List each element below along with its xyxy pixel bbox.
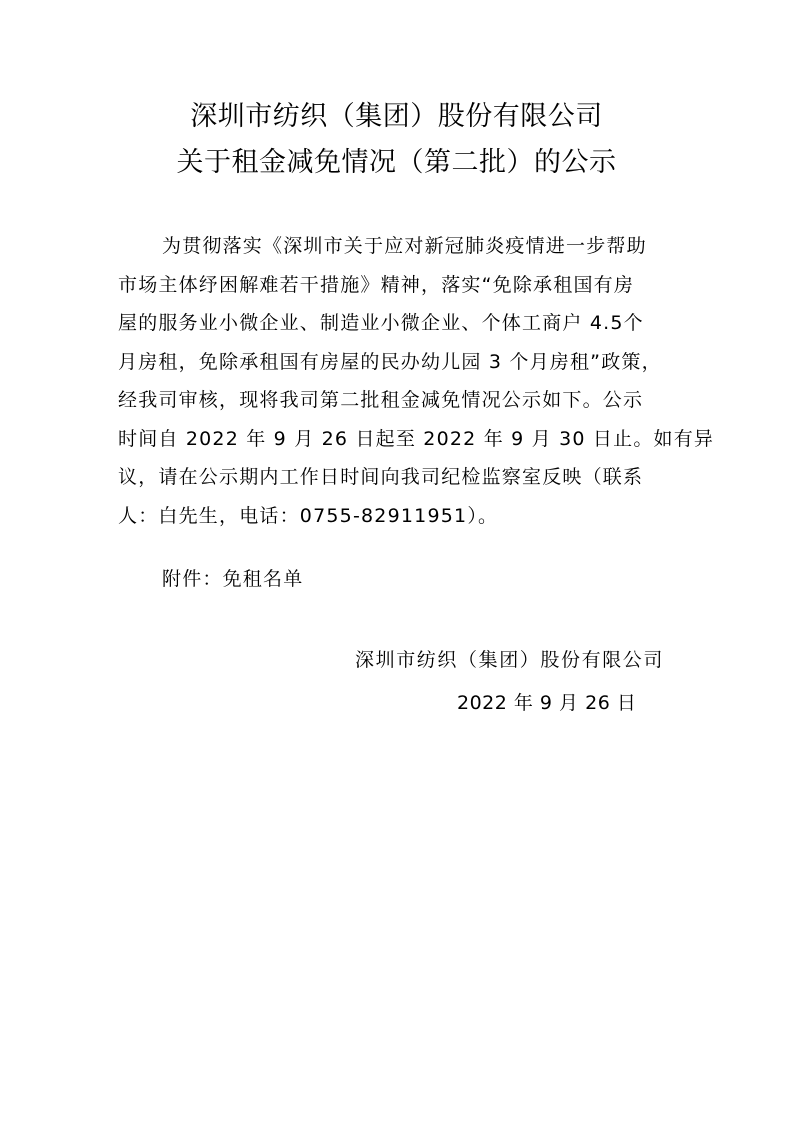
signature-organization: 深圳市纺织（集团）股份有限公司 bbox=[355, 649, 665, 671]
body-line: 屋的服务业小微企业、制造业小微企业、个体工商户 4.5个 bbox=[118, 312, 644, 334]
body-line: 时间自 2022 年 9 月 26 日起至 2022 年 9 月 30 日止。如有异 bbox=[118, 427, 715, 450]
title-line-1: 深圳市纺织（集团）股份有限公司 bbox=[190, 101, 603, 132]
body-line: 议，请在公示期内工作日时间向我司纪检监察室反映（联系 bbox=[118, 466, 644, 488]
body-line: 经我司审核，现将我司第二批租金减免情况公示如下。公示 bbox=[118, 389, 644, 411]
body-line: 月房租，免除承租国有房屋的民办幼儿园 3 个月房租”政策， bbox=[118, 350, 662, 373]
body-line: 市场主体纾困解难若干措施》精神，落实“免除承租国有房 bbox=[118, 273, 635, 296]
signature-date: 2022 年 9 月 26 日 bbox=[457, 692, 637, 714]
body-line: 为贯彻落实《深圳市关于应对新冠肺炎疫情进一步帮助 bbox=[162, 235, 647, 257]
attachment-note: 附件：免租名单 bbox=[162, 568, 304, 590]
notice-body bbox=[118, 227, 715, 535]
body-line: 人：白先生，电话：0755-82911951）。 bbox=[118, 504, 499, 527]
title-line-2: 关于租金减免情况（第二批）的公示 bbox=[176, 147, 617, 178]
